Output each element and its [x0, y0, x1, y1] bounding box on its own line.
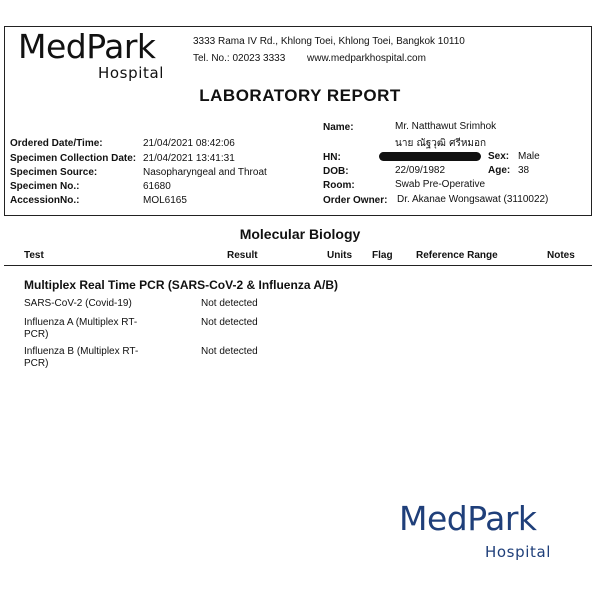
column-notes: Notes — [547, 250, 575, 261]
column-result: Result — [227, 250, 258, 261]
ordered-date-value: 21/04/2021 08:42:06 — [143, 138, 235, 149]
accession-no-value: MOL6165 — [143, 195, 187, 206]
footer-hospital-logo: MedPark — [399, 499, 537, 538]
test-group-title: Multiplex Real Time PCR (SARS-CoV-2 & Influenza A/B) — [24, 278, 339, 292]
patient-name-label: Name: — [323, 122, 354, 133]
patient-name-value: Mr. Natthawut Srimhok — [395, 121, 497, 132]
specimen-source-label: Specimen Source: — [10, 167, 98, 178]
sex-value: Male — [518, 151, 540, 162]
hospital-logo: MedPark — [18, 27, 156, 66]
ordered-date-label: Ordered Date/Time: — [10, 138, 103, 149]
report-title: LABORATORY REPORT — [199, 86, 401, 105]
specimen-source-value: Nasopharyngeal and Throat — [143, 167, 267, 178]
test-name-continued: PCR) — [24, 329, 49, 340]
accession-no-label: AccessionNo.: — [10, 195, 80, 206]
test-name: SARS-CoV-2 (Covid-19) — [24, 298, 132, 309]
header-divider — [4, 265, 592, 266]
test-name: Influenza A (Multiplex RT- — [24, 317, 138, 328]
test-result: Not detected — [201, 298, 258, 309]
dob-label: DOB: — [323, 166, 349, 177]
order-owner-value: Dr. Akanae Wongsawat (3110022) — [397, 194, 549, 205]
dob-value: 22/09/1982 — [395, 165, 446, 176]
test-result: Not detected — [201, 346, 258, 357]
specimen-no-value: 61680 — [143, 181, 171, 192]
column-units: Units — [327, 250, 352, 261]
section-title: Molecular Biology — [239, 226, 361, 242]
test-name-continued: PCR) — [24, 358, 49, 369]
hospital-phone: Tel. No.: 02023 3333 — [193, 53, 286, 64]
age-label: Age: — [488, 165, 511, 176]
hn-label: HN: — [323, 152, 341, 163]
collection-date-label: Specimen Collection Date: — [10, 153, 137, 164]
hospital-logo-subtext: Hospital — [98, 64, 165, 82]
collection-date-value: 21/04/2021 13:41:31 — [143, 153, 235, 164]
hospital-address: 3333 Rama IV Rd., Khlong Toei, Khlong Toei, Bangkok 10110 — [193, 36, 465, 47]
age-value: 38 — [518, 165, 530, 176]
footer-hospital-logo-subtext: Hospital — [485, 543, 552, 561]
hn-redaction — [379, 152, 481, 161]
column-test: Test — [24, 250, 44, 261]
hospital-website: www.medparkhospital.com — [307, 53, 426, 64]
test-result: Not detected — [201, 317, 258, 328]
room-label: Room: — [323, 180, 355, 191]
column-reference-range: Reference Range — [416, 250, 498, 261]
specimen-no-label: Specimen No.: — [10, 181, 80, 192]
test-name: Influenza B (Multiplex RT- — [24, 346, 139, 357]
patient-name-thai: นาย ณัฐวุฒิ ศรีหมอก — [395, 138, 487, 149]
room-value: Swab Pre-Operative — [395, 179, 486, 190]
column-flag: Flag — [372, 250, 393, 261]
sex-label: Sex: — [488, 151, 510, 162]
order-owner-label: Order Owner: — [323, 195, 388, 206]
